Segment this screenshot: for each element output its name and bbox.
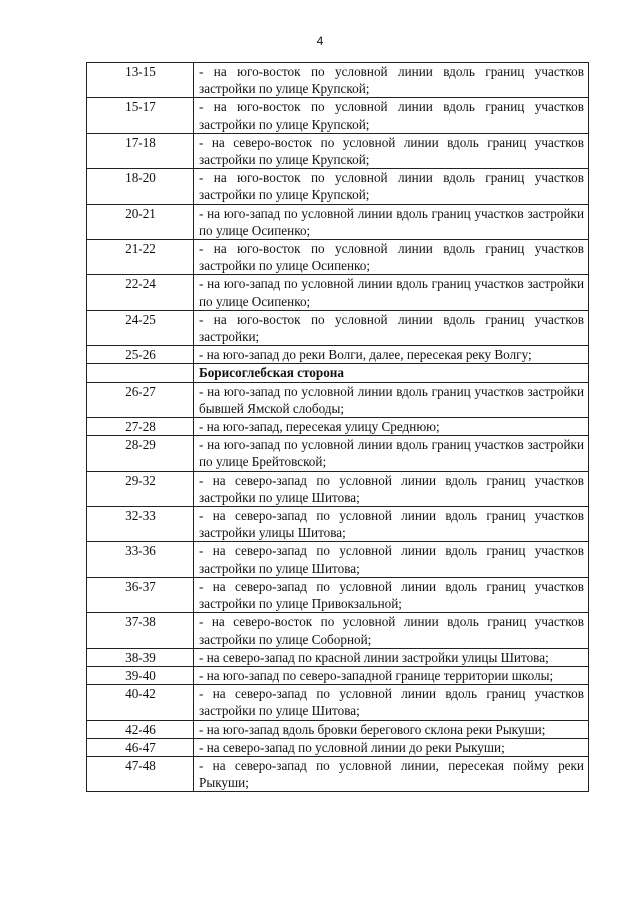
segment-cell: 29-32 xyxy=(87,471,194,506)
description-cell: - на юго-запад по условной линии вдоль границ участков застройки по улице Брейтовской; xyxy=(194,436,589,471)
description-cell: - на северо-запад по условной линии до реки Рыкуши; xyxy=(194,738,589,756)
segment-cell: 27-28 xyxy=(87,418,194,436)
segment-cell: 37-38 xyxy=(87,613,194,648)
description-cell: - на юго-запад по северо-западной границе территории школы; xyxy=(194,666,589,684)
description-cell: - на юго-восток по условной линии вдоль границ участков застройки по улице Крупской; xyxy=(194,98,589,133)
table-row xyxy=(87,169,589,204)
table-row xyxy=(87,346,589,364)
description-cell: - на юго-восток по условной линии вдоль границ участков застройки по улице Осипенко; xyxy=(194,240,589,275)
table-row xyxy=(87,685,589,720)
table-row xyxy=(87,204,589,239)
segment-cell: 26-27 xyxy=(87,382,194,417)
section-heading: Борисоглебская сторона xyxy=(194,364,589,382)
description-cell: - на северо-запад по условной линии, пересекая пойму реки Рыкуши; xyxy=(194,756,589,791)
description-cell: - на северо-запад по условной линии вдоль границ участков застройки по улице Шитова; xyxy=(194,471,589,506)
segment-cell: 40-42 xyxy=(87,685,194,720)
table-row xyxy=(87,720,589,738)
segment-cell: 32-33 xyxy=(87,507,194,542)
segment-cell: 28-29 xyxy=(87,436,194,471)
segment-cell: 46-47 xyxy=(87,738,194,756)
boundary-table xyxy=(86,62,589,792)
description-cell: - на северо-запад по условной линии вдоль границ участков застройки по улице Шитова; xyxy=(194,542,589,577)
table-row xyxy=(87,382,589,417)
table-row xyxy=(87,310,589,345)
segment-cell: 36-37 xyxy=(87,577,194,612)
table-row xyxy=(87,507,589,542)
table-row xyxy=(87,666,589,684)
table-row xyxy=(87,542,589,577)
description-cell: - на северо-запад по условной линии вдоль границ участков застройки по улице Шитова; xyxy=(194,685,589,720)
table-row xyxy=(87,63,589,98)
description-cell: - на юго-запад, пересекая улицу Среднюю; xyxy=(194,418,589,436)
segment-cell: 38-39 xyxy=(87,648,194,666)
segment-cell: 33-36 xyxy=(87,542,194,577)
description-cell: - на юго-запад по условной линии вдоль границ участков застройки по улице Осипенко; xyxy=(194,275,589,310)
description-cell: - на юго-запад по условной линии вдоль границ участков застройки бывшей Ямской слободы; xyxy=(194,382,589,417)
table-row xyxy=(87,240,589,275)
section-heading-row xyxy=(87,364,589,382)
segment-cell: 25-26 xyxy=(87,346,194,364)
segment-cell: 22-24 xyxy=(87,275,194,310)
segment-cell: 13-15 xyxy=(87,63,194,98)
table-body xyxy=(87,63,589,792)
segment-cell: 42-46 xyxy=(87,720,194,738)
description-cell: - на северо-запад по условной линии вдоль границ участков застройки по улице Привокзальной; xyxy=(194,577,589,612)
table-row xyxy=(87,98,589,133)
table-row xyxy=(87,577,589,612)
description-cell: - на юго-восток по условной линии вдоль границ участков застройки по улице Крупской; xyxy=(194,63,589,98)
segment-cell: 24-25 xyxy=(87,310,194,345)
table-row xyxy=(87,418,589,436)
description-cell: - на северо-запад по условной линии вдоль границ участков застройки улицы Шитова; xyxy=(194,507,589,542)
segment-cell: 39-40 xyxy=(87,666,194,684)
segment-cell xyxy=(87,364,194,382)
table-row xyxy=(87,738,589,756)
table-row xyxy=(87,436,589,471)
description-cell: - на юго-запад вдоль бровки берегового склона реки Рыкуши; xyxy=(194,720,589,738)
table-row xyxy=(87,613,589,648)
segment-cell: 15-17 xyxy=(87,98,194,133)
description-cell: - на юго-восток по условной линии вдоль границ участков застройки по улице Крупской; xyxy=(194,169,589,204)
description-cell: - на северо-восток по условной линии вдоль границ участков застройки по улице Крупской; xyxy=(194,133,589,168)
segment-cell: 17-18 xyxy=(87,133,194,168)
table-row xyxy=(87,471,589,506)
description-cell: - на северо-запад по красной линии застройки улицы Шитова; xyxy=(194,648,589,666)
segment-cell: 47-48 xyxy=(87,756,194,791)
description-cell: - на юго-запад по условной линии вдоль границ участков застройки по улице Осипенко; xyxy=(194,204,589,239)
table-row xyxy=(87,133,589,168)
table-row xyxy=(87,756,589,791)
table-row xyxy=(87,275,589,310)
segment-cell: 21-22 xyxy=(87,240,194,275)
description-cell: - на юго-запад до реки Волги, далее, пересекая реку Волгу; xyxy=(194,346,589,364)
description-cell: - на юго-восток по условной линии вдоль границ участков застройки; xyxy=(194,310,589,345)
segment-cell: 18-20 xyxy=(87,169,194,204)
description-cell: - на северо-восток по условной линии вдоль границ участков застройки по улице Соборной; xyxy=(194,613,589,648)
table-row xyxy=(87,648,589,666)
segment-cell: 20-21 xyxy=(87,204,194,239)
page-number: 4 xyxy=(316,34,324,48)
